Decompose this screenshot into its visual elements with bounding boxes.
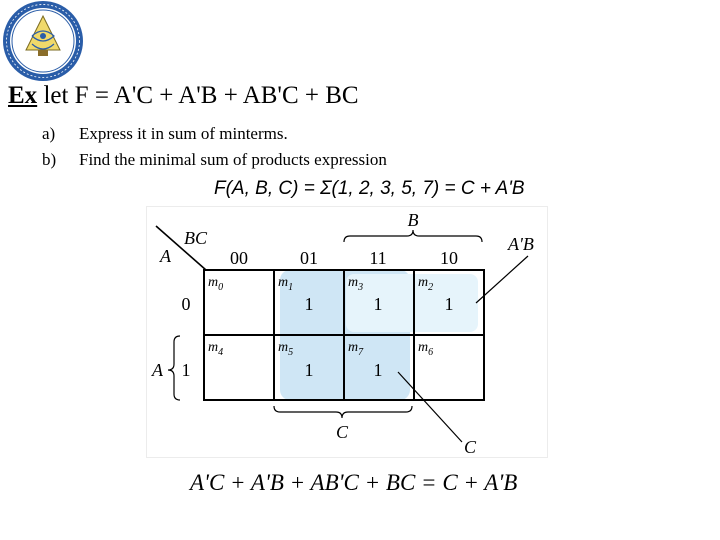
cell-value: 1 [444, 294, 454, 314]
label-AprimeB: A'B [508, 234, 534, 254]
task-text: Express it in sum of minterms. [79, 124, 288, 143]
cell-value: 1 [373, 360, 383, 380]
cell-value: 1 [304, 360, 314, 380]
corner-row-var: A [160, 246, 171, 266]
minimal-sop-answer: A'C + A'B + AB'C + BC = C + A'B [190, 470, 518, 495]
row-header-0: 0 [181, 294, 191, 314]
minterm-label: $m_7$ [348, 340, 364, 358]
row-header-1: 1 [181, 360, 191, 380]
minterm-label: $m_0$ [208, 275, 224, 293]
bracket-C-label: C [335, 422, 349, 442]
label-C-group: C [464, 437, 477, 457]
col-header-01: 01 [300, 248, 318, 268]
minterm-label: $m_4$ [208, 340, 224, 358]
function-definition: let F = A'C + A'B + AB'C + BC [37, 82, 359, 109]
example-title [8, 82, 359, 110]
minterm-label: $m_3$ [348, 275, 364, 293]
minterm-label: $m_5$ [278, 340, 294, 358]
cell-value: 1 [304, 294, 314, 314]
corner-col-vars: BC [184, 228, 208, 248]
minterm-formula [214, 178, 525, 200]
col-header-00: 00 [230, 248, 248, 268]
bracket-A-label: A [152, 360, 163, 380]
task-item-b [42, 150, 387, 170]
task-item-a [42, 124, 288, 144]
bracket-B-label: B [407, 210, 419, 230]
formula-text: F(A, B, C) = Σ(1, 2, 3, 5, 7) = C + A'B [214, 178, 525, 199]
minterm-label: $m_1$ [278, 275, 294, 293]
col-header-11: 11 [369, 248, 387, 268]
minterm-label: $m_2$ [418, 275, 434, 293]
task-marker: b) [42, 150, 57, 169]
karnaugh-map [146, 206, 550, 460]
group-AprimeB-highlight [346, 274, 478, 332]
minterm-label: $m_6$ [418, 340, 434, 358]
col-header-10: 10 [440, 248, 458, 268]
example-label: Ex [8, 82, 38, 109]
cell-value: 1 [373, 294, 383, 314]
task-text: Find the minimal sum of products expression [79, 150, 387, 169]
university-seal-logo [2, 0, 84, 82]
task-marker: a) [42, 124, 56, 143]
